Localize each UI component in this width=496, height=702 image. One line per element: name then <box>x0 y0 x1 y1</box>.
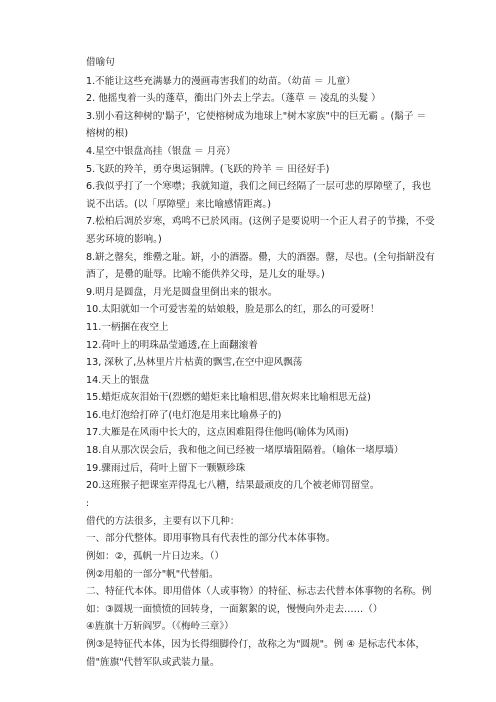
metonymy-example-2: ④旌旗十万斩阎罗。（《梅岭三章》） <box>86 621 234 633</box>
example-item-16: 16.电灯泡给打碎了(电灯泡是用来比喻鼻子的) <box>86 409 282 421</box>
metonymy-type-2: 二、特征代本体。即用借体（人或事物）的特征、标志去代替本体事物的名称。例如：③圆规一面愤愤的回转身，一面絮絮的说，慢慢向外走去……（） <box>86 586 432 615</box>
example-item-20: 20.这班猴子把课室弄得乱七八糟，结果最顽皮的几个被老师罚留堂。 <box>86 480 380 492</box>
example-item-7: 7.松柏后凋於岁寒，鸡鸣不已於风雨。(这例子是要说明一个正人君子的节操，不受恶劣环境的影响。) <box>86 216 435 245</box>
example-item-10: 10.太阳就如一个可爱害羞的姑娘般，脸是那么的红，那么的可爱呀！ <box>86 304 380 316</box>
metonymy-explanation-2: 例③是特征代本体，因为长得细脚伶仃，故称之为"圆规"。例 ④ 是标志代本体，借"旌旗"代替军队或武装力量。 <box>86 639 426 668</box>
example-item-5: 5.飞跃的羚羊，勇夺奥运铜牌。(飞跃的羚羊 ＝ 田径好手) <box>86 163 330 175</box>
example-item-12: 12.荷叶上的明珠晶莹通透,在上面翻滚着 <box>86 339 258 351</box>
example-item-8: 8.缾之罄矣，维罍之耻。缾，小的酒器。罍，大的酒器。罄，尽也。(全句指缾没有酒了，是罍的耻辱。比喻不能供养父母，是儿女的耻辱。) <box>86 251 435 281</box>
metonymy-explanation-1: 例②用船的一部分"帆"代替船。 <box>86 568 219 580</box>
example-item-11: 11.一柄捆在夜空上 <box>86 321 169 333</box>
example-item-4: 4.星空中银盘高挂（银盘 ＝ 月亮） <box>86 145 236 157</box>
metonymy-example-1: 例如：②，孤帆一片日边来。（） <box>86 551 225 563</box>
example-item-6: 6.我似乎打了一个寒噤；我就知道，我们之间已经隔了一层可悲的厚障壁了，我也说不出话。(以「厚障壁」来比喻感情距离。) <box>86 181 431 210</box>
example-item-3: 3.别小看这种树的'鬍子'，它使榕树成为地球上"树木家族"中的巨无霸 。(鬍子 ＝ 榕树的根) <box>86 110 427 140</box>
example-item-18: 18.自从那次误会后，我和他之间已经被一堵厚墙阻隔着。（喻体一堵厚墙） <box>86 445 404 457</box>
document-title: 借喻句 <box>86 57 115 68</box>
example-item-9: 9.明月是圆盘，月光是圆盘里倒出来的银水。 <box>86 286 278 298</box>
metonymy-intro: 借代的方法很多，主要有以下几种： <box>86 515 240 527</box>
example-item-2: 2. 他摇曳着一头的蓬草，衝出门外去上学去。（蓬草 ＝ 凌乱的头髮 ） <box>86 93 381 105</box>
example-item-14: 14.天上的银盘 <box>86 374 150 386</box>
metonymy-type-1: 一、部分代整体。即用事物具有代表性的部分代本体事物。 <box>86 533 336 545</box>
example-item-19: 19.骤雨过后，荷叶上留下一颗颗珍珠 <box>86 462 246 474</box>
example-item-17: 17.大雁是在风雨中长大的，这点困难阻得住他吗(喻体为风雨) <box>86 427 349 439</box>
example-item-13: 13, 深秋了,丛林里片片枯黄的飘雪,在空中迎风飘荡 <box>86 357 303 369</box>
example-item-15: 15.蜡炬成灰泪始干(烈燃的蜡炬来比喻相思,借灰烬来比喻相思无益) <box>86 392 371 404</box>
section-separator: : <box>86 498 90 509</box>
example-item-1: 1.不能让这些充满暴力的漫画毒害我们的幼苗。（幼苗 ＝ 儿童） <box>86 75 356 87</box>
